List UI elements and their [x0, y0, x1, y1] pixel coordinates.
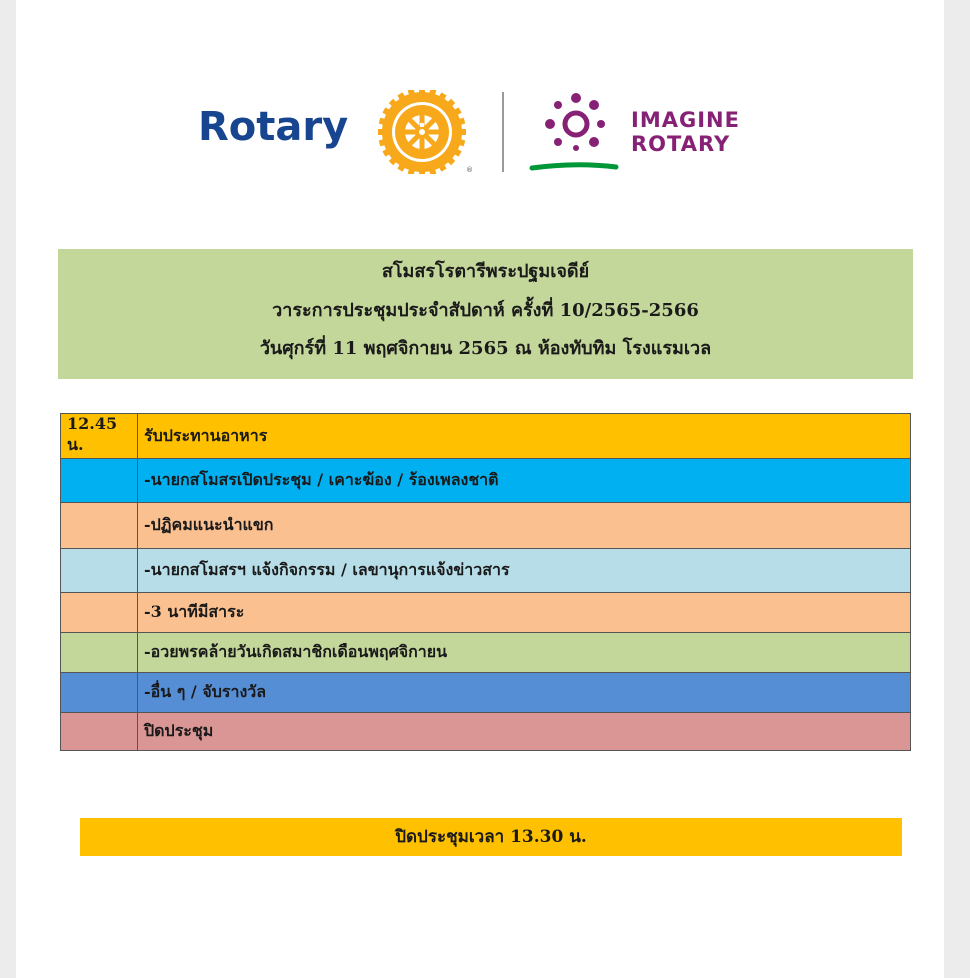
meeting-title: วาระการประชุมประจำสัปดาห์ ครั้งที่ 10/2565-2566 [272, 300, 699, 321]
agenda-row [61, 633, 911, 673]
svg-text:®: ® [466, 166, 473, 174]
agenda-time [61, 459, 138, 503]
agenda-row [61, 459, 911, 503]
agenda-row [61, 503, 911, 549]
rotary-wheel-icon [372, 90, 478, 174]
rotary-line: ROTARY [631, 132, 731, 156]
agenda-time [61, 713, 138, 751]
agenda-time [61, 673, 138, 713]
agenda-item: -3 นาทีมีสาระ [138, 593, 911, 633]
agenda-time: 12.45 น. [61, 414, 138, 459]
rotary-wordmark: Rotary [198, 104, 349, 150]
agenda-time [61, 593, 138, 633]
agenda-row [61, 414, 911, 459]
imagine-line: IMAGINE [631, 108, 740, 132]
agenda-table [60, 413, 911, 751]
agenda-item: -อวยพรคล้ายวันเกิดสมาชิกเดือนพฤศจิกายน [138, 633, 911, 673]
meeting-header [58, 249, 913, 379]
logo-row [16, 86, 944, 176]
agenda-time [61, 633, 138, 673]
agenda-time [61, 549, 138, 593]
agenda-row [61, 713, 911, 751]
agenda-row [61, 549, 911, 593]
club-name: สโมสรโรตารีพระปฐมเจดีย์ [381, 261, 590, 282]
imagine-rotary-wordmark [631, 108, 740, 156]
agenda-item: ปิดประชุม [138, 713, 911, 751]
agenda-item: รับประทานอาหาร [138, 414, 911, 459]
agenda-time [61, 503, 138, 549]
agenda-item: -นายกสโมสรเปิดประชุม / เคาะฆ้อง / ร้องเพลงชาติ [138, 459, 911, 503]
agenda-row [61, 673, 911, 713]
logo-divider [502, 92, 504, 172]
meeting-date-place: วันศุกร์ที่ 11 พฤศจิกายน 2565 ณ ห้องทับทิม โรงแรมเวล [259, 338, 712, 359]
agenda-row [61, 593, 911, 633]
agenda-item: -ปฏิคมแนะนำแขก [138, 503, 911, 549]
agenda-item: -นายกสโมสรฯ แจ้งกิจกรรม / เลขานุการแจ้งข่าวสาร [138, 549, 911, 593]
closing-time-banner: ปิดประชุมเวลา 13.30 น. [80, 818, 902, 856]
agenda-page [16, 0, 944, 978]
agenda-item: -อื่น ๆ / จับรางวัล [138, 673, 911, 713]
imagine-rotary-mark-icon [528, 88, 624, 174]
